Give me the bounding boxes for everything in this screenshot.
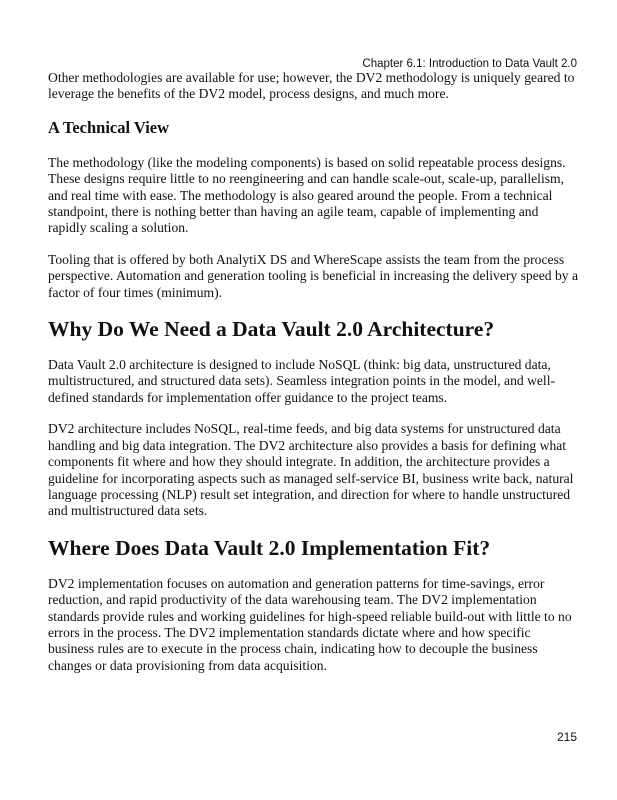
implementation-paragraph-1: DV2 implementation focuses on automation and generation patterns for time-savings, error reduction, and rapid productivity of the data warehousing team. The DV2 implementation standards provide rules and working guidelines for high-speed reliable build-out with little to no errors in the process. The DV2 implementation standards dictate where and how specific business rules are to execute in the process chain, indicating how to decouple the business changes or data provisioning from data acquisition. <box>48 575 572 673</box>
technical-view-heading: A Technical View <box>48 117 170 137</box>
technical-view-paragraph-1: The methodology (like the modeling components) is based on solid repeatable process designs. These designs require little to no reengineering and can handle scale-out, scale-up, parallelism, and real time with ease. The methodology is also geared around the people. From a technical standpoint, there is nothing better than having an agile team, capable of implementing and rapidly scaling a solution. <box>48 154 566 236</box>
architecture-heading: Why Do We Need a Data Vault 2.0 Architecture? <box>48 317 495 342</box>
page-number: 215 <box>556 730 577 744</box>
implementation-heading: Where Does Data Vault 2.0 Implementation Fit? <box>48 535 491 560</box>
intro-paragraph: Other methodologies are available for use; however, the DV2 methodology is uniquely geared to leverage the benefits of the DV2 model, process designs, and much more. <box>48 70 575 102</box>
architecture-paragraph-1: Data Vault 2.0 architecture is designed to include NoSQL (think: big data, unstructured data, multistructured, and structured data sets). Seamless integration points in the model, and well-defined standards for implementation offer guidance to the project teams. <box>48 357 556 405</box>
architecture-paragraph-2: DV2 architecture includes NoSQL, real-time feeds, and big data systems for unstructured data handling and big data integration. The DV2 architecture also provides a basis for defining what components fit where and how they should integrate. In addition, the architecture provides a guideline for incorporating aspects such as managed self-service BI, business write back, natural language processing (NLP) result set integration, and direction for where to handle unstructured and multistructured data sets. <box>48 421 574 519</box>
running-header: Chapter 6.1: Introduction to Data Vault 2.0 <box>362 58 577 70</box>
technical-view-paragraph-2: Tooling that is offered by both AnalytiX DS and WhereScape assists the team from the process perspective. Automation and generation tooling is beneficial in increasing the delivery speed by a factor of four times (minimum). <box>48 251 578 300</box>
page-body <box>48 70 580 689</box>
